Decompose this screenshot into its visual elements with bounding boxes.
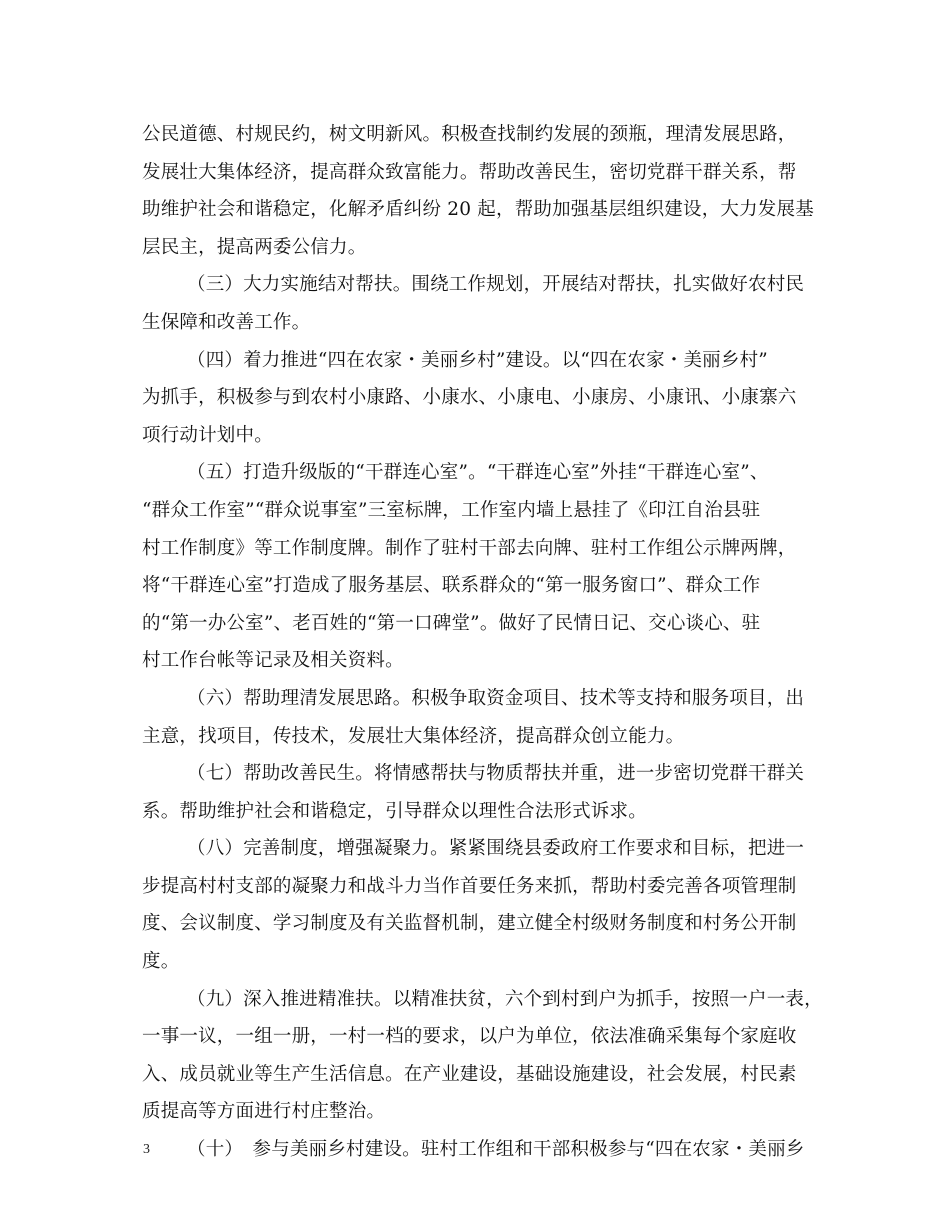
paragraph-heading-10: （十） 参与美丽乡村建设。驻村工作组和干部积极参与“四在农家・美丽乡: [187, 1139, 805, 1161]
text-line: 度。: [142, 951, 180, 973]
paragraph-heading-8: （八）完善制度，增强凝聚力。紧紧围绕县委政府工作要求和目标，把进一: [187, 838, 805, 860]
text-line: 质提高等方面进行村庄整治。: [142, 1101, 386, 1123]
text-line: 度、会议制度、学习制度及有关监督机制，建立健全村级财务制度和村务公开制: [142, 913, 797, 935]
text-line: 层民主，提高两委公信力。: [142, 236, 367, 258]
text-line: 村工作台帐等记录及相关资料。: [142, 650, 404, 672]
paragraph-heading-3: （三）大力实施结对帮扶。围绕工作规划，开展结对帮扶，扎实做好农村民: [187, 274, 805, 296]
paragraph-heading-9: （九）深入推进精准扶。以精准扶贫，六个到村到户为抓手，按照一户一表，: [187, 988, 823, 1010]
text-line: 助维护社会和谐稳定，化解矛盾纠纷 20 起，帮助加强基层组织建设，大力发展基: [142, 199, 814, 221]
text-line: 系。帮助维护社会和谐稳定，引导群众以理性合法形式诉求。: [142, 800, 647, 822]
text-line: 的“第一办公室”、老百姓的“第一口碑堂”。做好了民情日记、交心谈心、驻: [142, 612, 761, 634]
body-text: [142, 116, 823, 1169]
text-line: 步提高村村支部的凝聚力和战斗力当作首要任务来抓，帮助村委完善各项管理制: [142, 875, 797, 897]
text-line: 村工作制度》等工作制度牌。制作了驻村干部去向牌、驻村工作组公示牌两牌，: [142, 537, 797, 559]
text-line: 一事一议，一组一册，一村一档的要求，以户为单位，依法准确采集每个家庭收: [142, 1026, 797, 1048]
text-line: 生保障和改善工作。: [142, 311, 311, 333]
text-line: 入、成员就业等生产生活信息。在产业建设，基础设施建设，社会发展，村民素: [142, 1063, 797, 1085]
text-line: 为抓手，积极参与到农村小康路、小康水、小康电、小康房、小康讯、小康寨六: [142, 387, 797, 409]
paragraph-heading-7: （七）帮助改善民生。将情感帮扶与物质帮扶并重，进一步密切党群干群关: [187, 763, 805, 785]
text-line: 项行动计划中。: [142, 424, 273, 446]
text-line: 主意，找项目，传技术，发展壮大集体经济，提高群众创立能力。: [142, 725, 685, 747]
paragraph-heading-5: （五）打造升级版的“干群连心室”。“干群连心室”外挂“干群连心室”、: [187, 462, 769, 484]
text-line: 发展壮大集体经济，提高群众致富能力。帮助改善民生，密切党群干群关系，帮: [142, 161, 797, 183]
text-line: 将“干群连心室”打造成了服务基层、联系群众的“第一服务窗口”、群众工作: [142, 575, 761, 597]
paragraph-heading-6: （六）帮助理清发展思路。积极争取资金项目、技术等支持和服务项目，出: [187, 687, 805, 709]
text-line: 公民道德、村规民约，树文明新风。积极查找制约发展的颈瓶，理清发展思路，: [142, 124, 797, 145]
text-line: “群众工作室”“群众说事室”三室标牌，工作室内墙上悬挂了《印江自治县驻: [142, 499, 761, 521]
page-number: 3: [143, 1142, 150, 1157]
paragraph-heading-4: （四）着力推进“四在农家・美丽乡村”建设。以“四在农家・美丽乡村”: [187, 349, 768, 371]
